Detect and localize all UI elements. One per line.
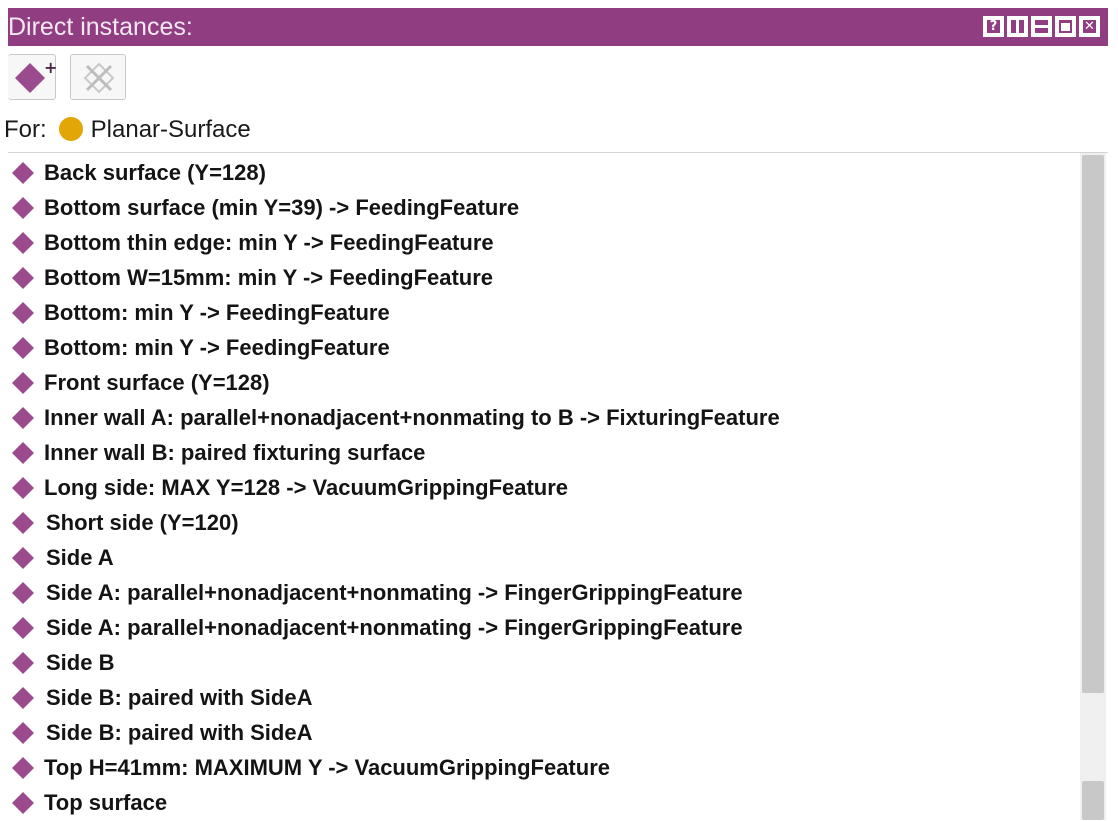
delete-instance-button[interactable] [70,54,126,100]
instance-icon [12,197,34,219]
instance-icon [12,757,34,779]
instance-icon [12,267,34,289]
list-item[interactable] [8,296,1068,331]
list-item[interactable] [8,506,1068,541]
instance-icon [12,372,34,394]
list-item[interactable] [8,576,1068,611]
maximize-icon[interactable] [1055,16,1076,37]
close-icon[interactable]: ✕ [1079,16,1100,37]
list-item[interactable] [8,436,1068,471]
add-instance-button[interactable] [8,54,56,100]
instance-icon [12,162,34,184]
instance-icon [12,652,34,674]
list-item-label: Top surface [44,790,168,815]
help-icon[interactable]: ? [983,16,1004,37]
list-item[interactable] [8,751,1068,786]
list-item[interactable] [8,786,1068,821]
list-item-label: Side B [46,650,115,675]
list-item-label: Back surface (Y=128) [44,160,266,185]
instance-icon [12,512,34,534]
list-item-label: Front surface (Y=128) [44,370,270,395]
list-item-label: Top H=41mm: MAXIMUM Y -> VacuumGrippingFeature [44,755,610,780]
list-item-label: Side B: paired with SideA [46,720,313,745]
list-item-label: Bottom thin edge: min Y -> FeedingFeature [44,230,494,255]
list-item[interactable] [8,366,1068,401]
for-class-line [4,116,251,144]
list-item-label: Bottom surface (min Y=39) -> FeedingFeature [44,195,520,220]
list-item[interactable] [8,156,1068,191]
for-label: For: [4,116,47,143]
instance-icon [12,687,34,709]
instance-icon [12,617,34,639]
panel-title-bar [8,8,1108,46]
instance-icon [12,477,34,499]
class-name[interactable]: Planar-Surface [90,116,251,143]
instance-icon [12,337,34,359]
instance-icon [12,232,34,254]
instance-icon [12,582,34,604]
instance-icon [12,407,34,429]
split-vertical-icon[interactable] [1007,16,1028,37]
svg-text:+: + [44,58,58,77]
list-item[interactable] [8,471,1068,506]
list-item-label: Side A: parallel+nonadjacent+nonmating -> FingerGrippingFeature [46,580,743,605]
list-item-label: Long side: MAX Y=128 -> VacuumGrippingFeature [44,475,569,500]
list-item-label: Bottom W=15mm: min Y -> FeedingFeature [44,265,494,290]
list-item[interactable] [8,646,1068,681]
list-item-label: Inner wall A: parallel+nonadjacent+nonmating to B -> FixturingFeature [44,405,780,430]
list-item[interactable] [8,331,1068,366]
split-horizontal-icon[interactable] [1031,16,1052,37]
list-item[interactable] [8,191,1068,226]
instances-toolbar [8,52,1108,102]
list-item-label: Bottom: min Y -> FeedingFeature [44,300,390,325]
list-item[interactable] [8,611,1068,646]
instance-icon [12,302,34,324]
panel-title: Direct instances: [8,13,193,41]
window-controls [983,16,1100,38]
list-item[interactable] [8,261,1068,296]
scrollbar-thumb-lower[interactable] [1082,781,1104,820]
split-vertical-glyph [1009,18,1026,35]
list-item-label: Short side (Y=120) [46,510,239,535]
instance-icon [12,442,34,464]
instance-icon [12,547,34,569]
list-item[interactable] [8,401,1068,436]
instances-list[interactable] [8,152,1108,820]
list-item-label: Side A: parallel+nonadjacent+nonmating -> FingerGrippingFeature [46,615,743,640]
add-instance-icon [8,55,56,101]
list-item-label: Side B: paired with SideA [46,685,313,710]
class-icon [59,117,83,141]
instance-icon [12,722,34,744]
instance-icon [12,792,34,814]
vertical-scrollbar[interactable] [1080,153,1106,820]
list-item[interactable] [8,681,1068,716]
list-item[interactable] [8,541,1068,576]
scrollbar-thumb[interactable] [1082,155,1104,693]
list-item-label: Bottom: min Y -> FeedingFeature [44,335,390,360]
split-horizontal-glyph [1033,18,1050,35]
list-item[interactable] [8,716,1068,751]
list-item-label: Inner wall B: paired fixturing surface [44,440,426,465]
delete-instance-icon [71,55,127,101]
maximize-glyph [1057,18,1074,35]
list-item[interactable] [8,226,1068,261]
list-item-label: Side A [46,545,114,570]
